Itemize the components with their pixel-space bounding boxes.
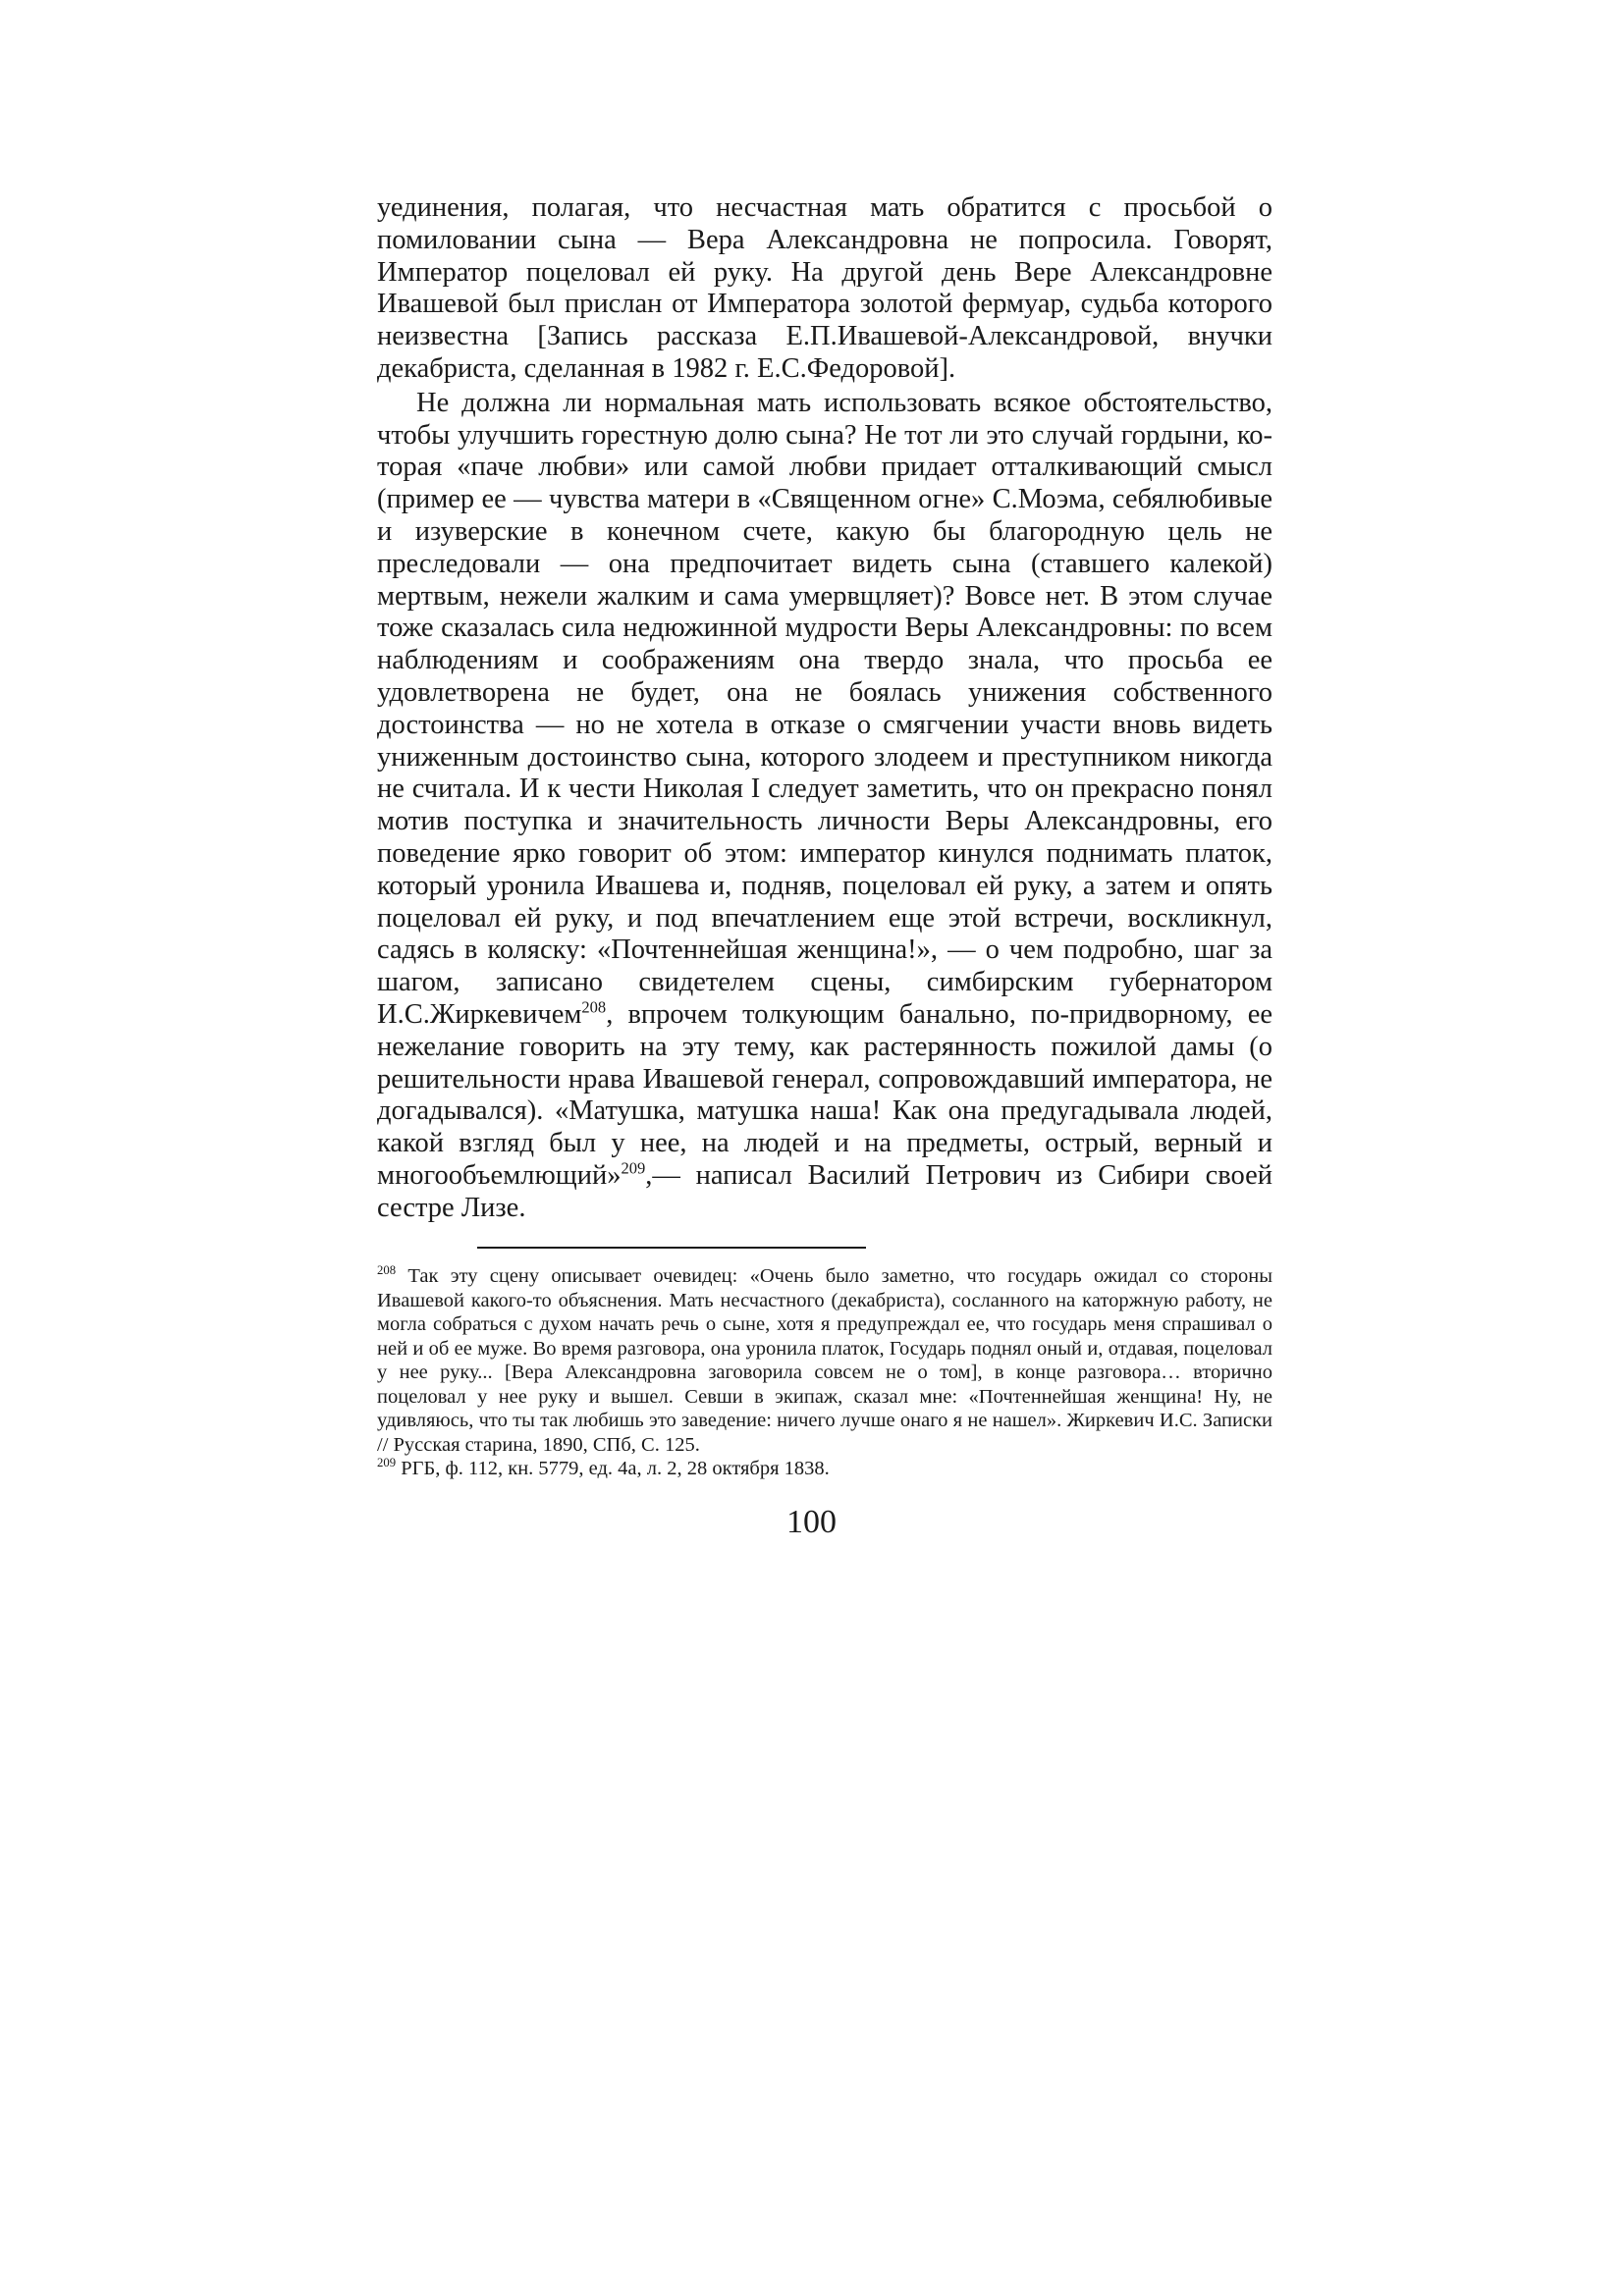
paragraph-2-part-1: Не должна ли нормальная мать использовать всякое обстоятельство, чтобы улучшить горестную долю сына? Не тот ли это случай гордыни, которая «паче любви» или самой любви придает отталкивающий смысл (пример ее — чувства матери в «Священном огне» С.Моэма, себялюбивые и изуверские в конечном счете, какую бы благородную цель не преследовали — она предпочитает видеть сына (ставшего калекой) мертвым, нежели жалким и сама умервщляет)? Вовсе нет. В этом случае тоже сказалась сила недюжинной мудрости Веры Александровны: по всем наблюдениям и соображениям она твердо знала, что просьба ее удовлетворена не будет, она не боялась унижения собственного достоинства — но не хотела в отказе о смягчении участи вновь видеть униженным достоинство сына, которого злодеем и преступником никогда не считала. И к чести Николая I следует заметить, что он прекрасно понял мотив поступка и значительность личности Веры Александровны, его поведение ярко говорит об этом: император кинулся поднимать платок, который уронила Ивашева и, подняв, поцеловал ей руку, а затем и опять поцеловал ей руку, и под впечатлением еще этой встречи, воскликнул, садясь в коляску: «Почтеннейшая женщина!», — о чем подробно, шаг за шагом, записано свидетелем сцены, симбирским губернатором И.С.Жиркевичем — [377, 387, 1272, 1030]
footnote-number: 208 — [377, 1263, 397, 1278]
footnote-ref-208[interactable]: 208 — [581, 997, 607, 1017]
paragraph-1: уединения, полагая, что несчастная мать обратится с просьбой о помиловании сына — Вера Александровна не попросила. Говорят, Император поцеловал ей руку. На другой день Вере Александровне Ивашевой был прислан от Императора золотой фермуар, судьба которого неизвестна [Запись рассказа Е.П.Ивашевой-Александровой, внучки декабриста, сделанная в 1982 г. Е.С.Федоровой]. — [377, 192, 1272, 384]
footnote-ref-209[interactable]: 209 — [621, 1158, 646, 1178]
paragraph-2 — [377, 388, 1272, 1225]
footnote-text: РГБ, ф. 112, кн. 5779, ед. 4а, л. 2, 28 октября 1838. — [396, 1458, 830, 1479]
footnote-separator — [477, 1247, 866, 1249]
footnote-208 — [377, 1264, 1272, 1457]
footnote-209 — [377, 1457, 1272, 1481]
footnote-number: 209 — [377, 1456, 397, 1470]
footnotes — [377, 1264, 1272, 1481]
page-number: 100 — [786, 1504, 837, 1540]
paragraph-2-part-2: , впрочем толкующим банально, по-придворному, ее нежелание говорить на эту тему, как растерянность пожилой дамы (о решительности нрава Ивашевой генерал, сопровождавший императора, не догадывался). «Матушка, матушка наша! Как она предугадывала людей, какой взгляд был у нее, на людей и на предметы, острый, верный и многообъемлющий» — [377, 998, 1272, 1191]
footnote-text: Так эту сцену описывает очевидец: «Очень было заметно, что государь ожидал со стороны Ивашевой какого-то объяснения. Мать несчастного (декабриста), сосланного на каторжную работу, не могла собраться с духом начать речь о сыне, хотя я предупреждал ее, что государь меня спрашивал о ней и об ее муже. Во время разговора, она уронила платок, Государь поднял оный и, отдавая, поцеловал у нее руку... [Вера Александровна заговорила совсем не о том], в конце разговора… вторично поцеловал у нее руку и вышел. Севши в экипаж, сказал мне: «Почтеннейшая женщина! Ну, не удивляюсь, что ты так любишь это заведение: ничего лучше онаго я не нашел». Жиркевич И.С. Записки // Русская старина, 1890, СПб, С. 125. — [377, 1265, 1272, 1456]
body-text — [377, 192, 1272, 1225]
paragraph-2-part-3: ,— написал Василий Петрович из Сибири своей сестре Лизе. — [377, 1159, 1272, 1223]
